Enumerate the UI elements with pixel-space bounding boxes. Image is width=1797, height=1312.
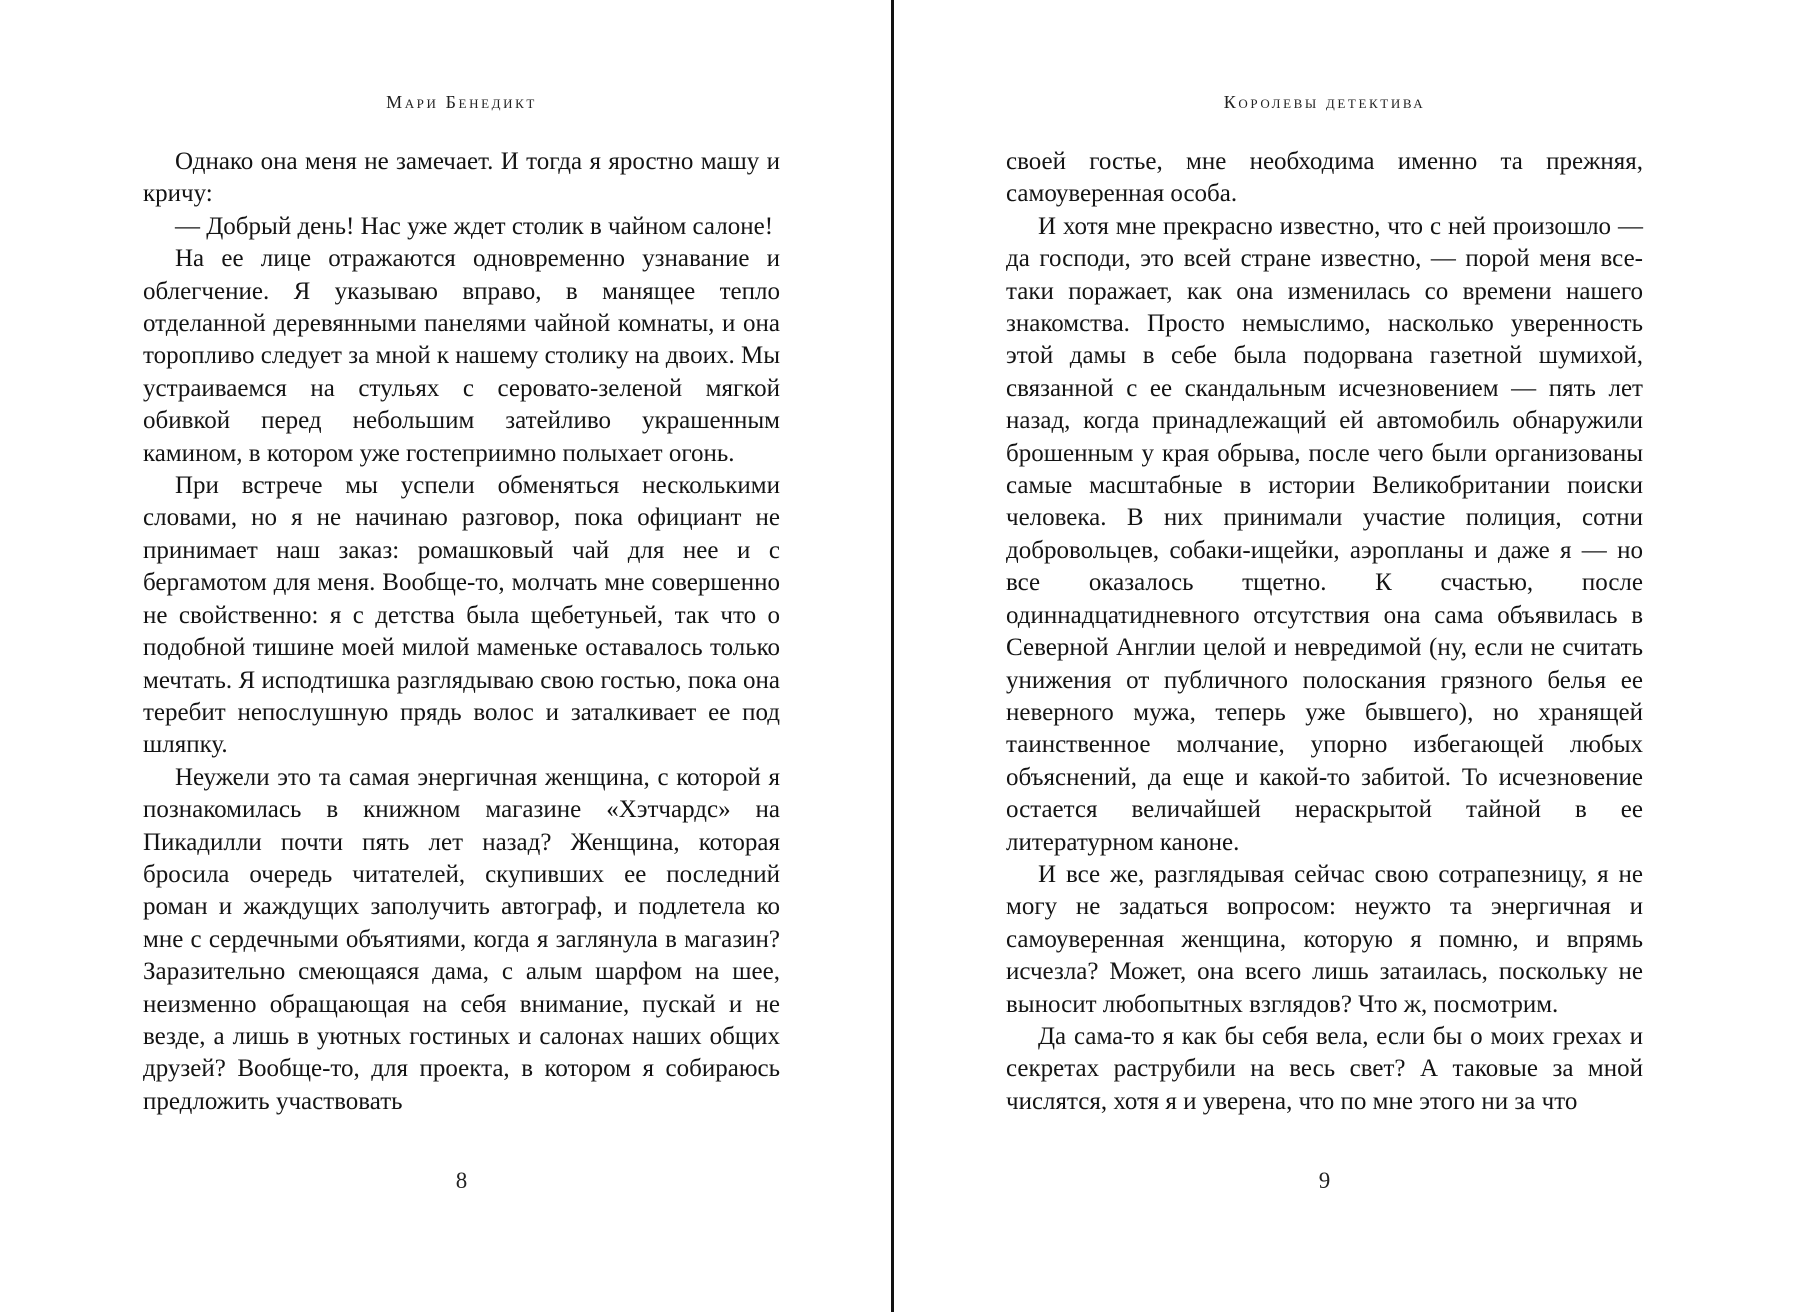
paragraph: — Добрый день! Нас уже ждет столик в чайном салоне! bbox=[175, 212, 774, 240]
paragraph: И все же, разглядывая сейчас свою сотрапезницу, я не могу не задаться вопросом: неужто та энергичная и самоуверенная женщина, которую я помню, и впрямь исчезла? Может, она всего лишь затаилась, поскольку не выносит любопытных взглядов? Что ж, посмотрим. bbox=[1006, 860, 1643, 1018]
paragraph: На ее лице отражаются одновременно узнавание и облегчение. Я указываю вправо, в манящее тепло отделанной деревянными панелями чайной комнаты, и она торопливо следует за мной к нашему столику на двоих. Мы устраиваемся на стульях с серовато-зеленой мягкой обивкой перед небольшим затейливо украшенным камином, в котором уже гостеприимно полыхает огонь. bbox=[143, 245, 780, 467]
left-page bbox=[143, 0, 780, 1312]
right-page bbox=[1006, 0, 1643, 1312]
paragraph: Однако она меня не замечает. И тогда я яростно машу и кричу: bbox=[143, 148, 780, 208]
running-head-author: Мари Бенедикт bbox=[386, 92, 537, 112]
page-number: 8 bbox=[455, 1168, 468, 1193]
page-number: 9 bbox=[1318, 1168, 1331, 1193]
right-page-text bbox=[1006, 146, 1643, 1118]
running-head-title: Королевы детектива bbox=[1223, 92, 1426, 112]
paragraph: При встрече мы успели обменяться несколькими словами, но я не начинаю разговор, пока официант не принимает наш заказ: ромашковый чай для нее и с бергамотом для меня. Вообще-то, молчать мне совершенно не свойственно: я с детства была щебетуньей, так что о подобной тишине моей милой маменьке оставалось только мечтать. Я исподтишка разглядываю свою гостью, пока она теребит непослушную прядь волос и заталкивает ее под шляпку. bbox=[143, 472, 780, 759]
paragraph: И хотя мне прекрасно известно, что с ней произошло — да господи, это всей стране известно, — порой меня все-таки поражает, как она изменилась со времени нашего знакомства. Просто немыслимо, насколько уверенность этой дамы в себе была подорвана газетной шумихой, связанной с ее скандальным исчезновением — пять лет назад, когда принадлежащий ей автомобиль обнаружили брошенным у края обрыва, после чего были организованы самые масштабные в истории Великобритании поиски человека. В них принимали участие полиция, сотни добровольцев, собаки-ищейки, аэропланы и даже я — но все оказалось тщетно. К счастью, после одиннадцатидневного отсутствия она сама объявилась в Северной Англии целой и невредимой (ну, если не считать унижения от публичного полоскания грязного белья ее неверного мужа, теперь уже бывшего), но хранящей таинственное молчание, упорно избегающей любых объяснений, да еще и какой-то забитой. То исчезновение остается величайшей нераскрытой тайной в ее литературном каноне. bbox=[1006, 212, 1643, 856]
left-page-text bbox=[143, 146, 780, 1118]
paragraph: своей гостье, мне необходима именно та прежняя, самоуверенная особа. bbox=[1006, 148, 1643, 208]
paragraph: Неужели это та самая энергичная женщина, с которой я познакомилась в книжном магазине «Хэтчардс» на Пикадилли почти пять лет назад? Женщина, которая бросила очередь читателей, скупивших ее последний роман и жаждущих заполучить автограф, и подлетела ко мне с сердечными объятиями, когда я заглянула в магазин? Заразительно смеющаяся дама, с алым шарфом на шее, неизменно обращающая на себя внимание, пускай и не везде, а лишь в уютных гостиных и салонах наших общих друзей? Вообще-то, для проекта, в котором я собираюсь предложить участвовать bbox=[143, 763, 780, 1115]
paragraph: Да сама-то я как бы себя вела, если бы о моих грехах и секретах раструбили на весь свет? А таковые за мной числятся, хотя я и уверена, что по мне этого ни за что bbox=[1006, 1022, 1643, 1115]
spine-divider bbox=[891, 0, 894, 1312]
